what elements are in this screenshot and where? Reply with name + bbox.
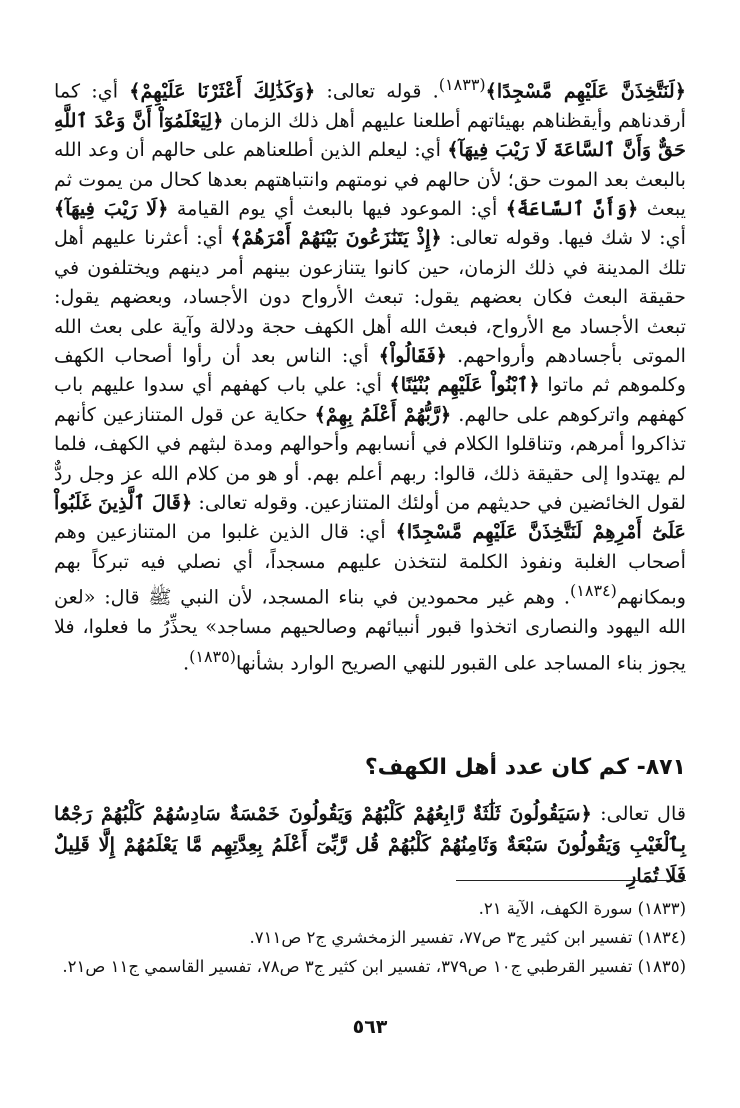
quran-quote: ﴿فَقَالُواْ﴾ — [378, 344, 448, 368]
quran-quote: ﴿سَيَقُولُونَ ثَلَٰثَةٌ رَّابِعُهُمْ كَلْبُهُمْ وَيَقُولُونَ خَمْسَةٌ سَادِسُهُمْ كَلْبُهُمْ رَجْمًۢا بِٱلْغَيْبِ وَيَقُولُونَ سَبْعَةٌ وَثَامِنُهُمْ كَلْبُهُمْ قُل رَّبِّىٓ أَعْلَمُ بِعِدَّتِهِم مَّا يَعْلَمُهُمْ إِلَّا قَلِيلٌ فَلَا تُمَارِ — [54, 802, 686, 887]
text-run: أي: لا شك فيها. وقوله تعالى: — [441, 226, 686, 250]
quran-quote: ﴿لَنَتَّخِذَنَّ عَلَيْهِم مَّسْجِدًا﴾ — [485, 79, 686, 103]
footnotes — [54, 894, 686, 981]
footnote-ref[interactable]: (١٨٣٣) — [438, 75, 486, 94]
footnote: (١٨٣٣) سورة الكهف، الآية ٢١. — [478, 899, 686, 918]
text-run: . — [182, 650, 190, 674]
quran-quote: ﴿ٱبْنُواْ عَلَيْهِم بُنْيَٰنًا﴾ — [389, 373, 540, 397]
quran-quote: ﴿وَأَنَّ ٱلسَّاعَةَ﴾ — [505, 197, 639, 221]
text-run: قال تعالى: — [591, 802, 687, 825]
page-number: ٥٦٣ — [352, 1016, 388, 1038]
quran-quote: ﴿لِيَعْلَمُوٓاْ أَنَّ وَعْدَ ٱللَّهِ حَقٌّ وَأَنَّ ٱلسَّاعَةَ لَا رَيْبَ فِيهَآ﴾ — [54, 108, 686, 162]
quran-quote: ﴿وَكَذَٰلِكَ أَعْثَرْنَا عَلَيْهِمْ﴾ — [129, 79, 316, 103]
quran-quote: ﴿قَالَ ٱلَّذِينَ غَلَبُواْ عَلَىٰٓ أَمْرِهِمْ لَنَتَّخِذَنَّ عَلَيْهِم مَّسْجِدًا﴾ — [54, 491, 687, 544]
section-text — [54, 798, 686, 891]
text-run: أي: ليعلم الذين أطلعناهم على حالهم أن وعد الله بالبعث بعد الموت حق؛ لأن حالهم في نومتهم وانتباهتهم بعدها كحال من يموت ثم يبعث — [54, 138, 686, 221]
text-run: أي: قال الذين غلبوا من المتنازعين وهم أصحاب الغلبة ونفوذ الكلمة لنتخذن عليهم مسجداً، أي نصلي فيه تبركاً بهم وبمكانهم — [54, 520, 686, 609]
paragraph — [54, 70, 686, 677]
text-run: أي: الناس بعد أن رأوا أصحاب الكهف وكلموهم ثم ماتوا — [54, 344, 686, 397]
paragraph — [54, 798, 686, 891]
main-text — [54, 70, 686, 677]
footnote: (١٨٣٥) تفسير القرطبي ج١٠ ص٣٧٩، تفسير ابن كثير ج٣ ص٧٨، تفسير القاسمي ج١١ ص٢١. — [62, 957, 686, 976]
footnote-divider — [456, 880, 686, 881]
text-run: . قوله تعالى: — [315, 79, 439, 103]
footnote-ref[interactable]: (١٨٣٥) — [189, 646, 236, 666]
quran-quote: ﴿رَّبُّهُمْ أَعْلَمُ بِهِمْ﴾ — [314, 402, 452, 426]
section-heading: ٨٧١- كم كان عدد أهل الكهف؟ — [364, 755, 686, 780]
text-run: . وهم غير محمودين في بناء المسجد، لأن النبي ﷺ قال: «لعن الله اليهود والنصارى اتخذوا قبور أنبيائهم وصالحيهم مساجد» يحذِّرُ ما فعلوا، فلا يجوز بناء المساجد على القبور للنهي الصريح الوارد بشأنها — [54, 585, 686, 674]
quran-quote: ﴿لَا رَيْبَ فِيهَآ﴾ — [54, 197, 169, 221]
footnote-ref[interactable]: (١٨٣٤) — [570, 581, 617, 601]
footnote: (١٨٣٤) تفسير ابن كثير ج٣ ص٧٧، تفسير الزمخشري ج٢ ص٧١١. — [249, 928, 686, 947]
quran-quote: ﴿إِذْ يَتَنَٰزَعُونَ بَيْنَهُمْ أَمْرَهُمْ﴾ — [230, 226, 442, 250]
text-run: أي: أعثرنا عليهم أهل تلك المدينة في ذلك الزمان، حين كانوا يتنازعون بينهم أمر دينهم ويختلفون في حقيقة البعث فكان بعضهم يقول: تبعث الأرواح دون الأجساد، وبعضهم يقول: تبعث الأجساد مع الأرواح، فبعث الله أهل الكهف حجة ودلالة وآية على بعث الله الموتى بأجسادهم وأرواحهم. — [54, 226, 686, 368]
text-run: أي: الموعود فيها بالبعث أي يوم القيامة — [168, 197, 506, 221]
text-run: أي: كما أرقدناهم وأيقظناهم بهيئاتهم أطلعنا عليهم أهل ذلك الزمان — [54, 79, 686, 132]
text-run: حكاية عن قول المتنازعين كأنهم تذاكروا أمرهم، وتناقلوا الكلام في أنسابهم وأحوالهم ومدة لبثهم في الكهف، فلما لم يهتدوا إلى حقيقة ذلك، قالوا: ربهم أعلم بهم. أو هو من كلام الله عز وجل ردٌّ لقول الخائضين في حديثهم من أولئك المتنازعين. وقوله تعالى: — [54, 402, 686, 515]
text-run: أي: علي باب كهفهم أي سدوا عليهم باب كهفهم واتركوهم على حالهم. — [54, 373, 687, 426]
